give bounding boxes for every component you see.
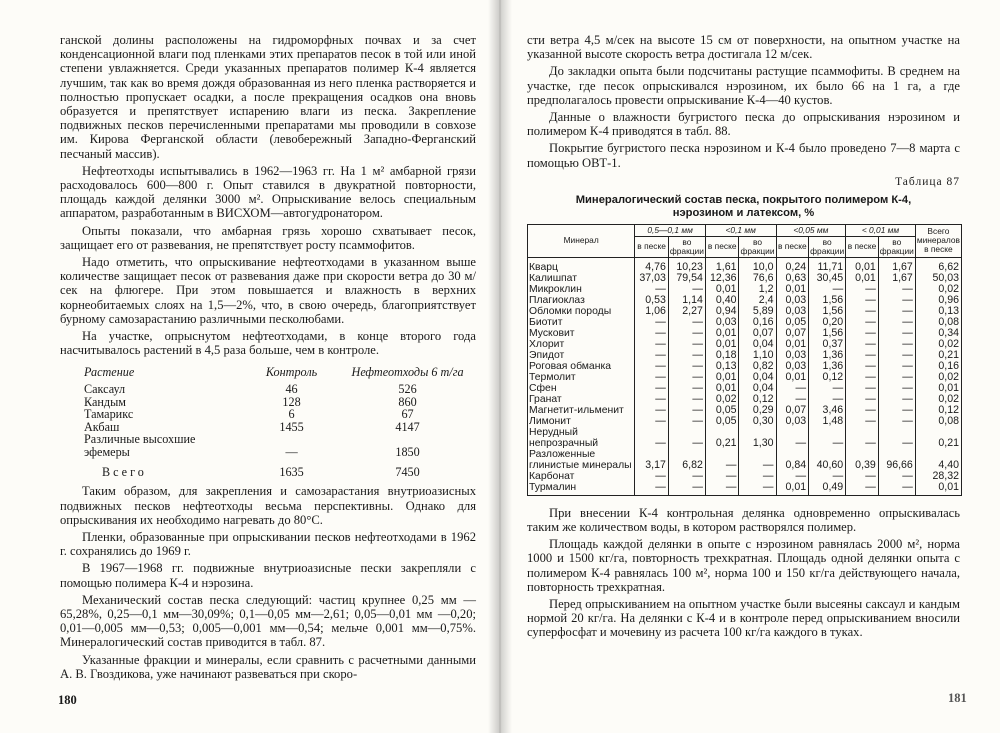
value-cell: 3,46	[809, 405, 846, 416]
value-cell: 860	[398, 394, 417, 409]
value-cell: —	[846, 361, 879, 372]
value-cell: —	[846, 394, 879, 405]
value-cell: 1,67	[878, 273, 915, 284]
column-header-total: Всего минералов в песке	[915, 224, 961, 257]
mineral-name-cell: Нерудный непрозрачный	[528, 427, 635, 449]
paragraph: Надо отметить, что опрыскивание нефтеотходами в указанном выше количестве защищает песок от развевания даже при скорости ветра до 30 м/сек на флюгере. При этом повышается и влажность в верхних корнеобитаемых слоях на 1,5—2%, что, в свою очередь, благоприятствует бурному самозарастанию различными песколюбами.	[60, 255, 476, 326]
mineral-name-cell: Гранат	[528, 394, 635, 405]
value-cell: —	[878, 405, 915, 416]
value-cell: 0,01	[915, 383, 961, 394]
table-row	[528, 257, 962, 273]
paragraph: Таким образом, для закрепления и самозарастания внутриоазисных подвижных песков нефтеотходы весьма перспективны. Однако для опрыскивания их необходимо нагревать до 80°С.	[60, 484, 476, 527]
plant-name-cell: Тамарикс	[84, 407, 134, 422]
value-cell: 0,05	[776, 317, 809, 328]
value-cell: 0,01	[705, 383, 739, 394]
value-cell: —	[878, 328, 915, 339]
value-cell: 6	[288, 407, 295, 422]
plant-name-cell: Различные высохшие эфемеры	[84, 432, 196, 459]
value-cell: 0,04	[739, 339, 776, 350]
paragraph: В 1967—1968 гг. подвижные внутриоазисные пески закрепляли с помощью полимера К-4 и нэрозина.	[60, 561, 476, 590]
mineral-name-cell: Обломки породы	[528, 306, 635, 317]
value-cell: —	[739, 482, 776, 496]
value-cell: 1,56	[809, 295, 846, 306]
value-cell: —	[668, 339, 705, 350]
value-cell: 0,01	[776, 372, 809, 383]
value-cell: 1,48	[809, 416, 846, 427]
paragraph: При внесении К-4 контрольная делянка одновременно опрыскивалась таким же количеством воды, в котором растворялся полимер.	[527, 505, 960, 535]
value-cell: —	[668, 482, 705, 496]
value-cell: —	[878, 295, 915, 306]
value-cell: —	[776, 394, 809, 405]
mineral-composition-table	[527, 224, 962, 496]
value-cell: —	[776, 471, 809, 482]
value-cell: —	[809, 427, 846, 449]
value-cell: 0,96	[915, 295, 961, 306]
value-cell: —	[635, 350, 669, 361]
value-cell: 0,34	[915, 328, 961, 339]
value-cell: —	[635, 328, 669, 339]
value-cell: —	[846, 427, 879, 449]
value-cell: —	[635, 372, 669, 383]
value-cell: —	[878, 350, 915, 361]
table-row	[528, 306, 962, 317]
subheader-in-sand: в песке	[846, 236, 879, 257]
paragraph: На участке, опрыснутом нефтеотходами, в конце второго года насчитывалось растений в 4,5 раза больше, чем в контроле.	[60, 329, 476, 358]
subheader-in-fraction: во фракции	[810, 236, 845, 256]
value-cell: 46	[285, 382, 298, 397]
value-cell: —	[635, 317, 669, 328]
paragraph: Нефтеотходы испытывались в 1962—1963 гг. На 1 м² амбарной грязи расходовалось 600—800 г. Опыт ставился в двукратной повторности, площадь каждой делянки 3000 м². Опрыскивание велось специальным аппаратом, разработанным в ВИСХОМ—автогудронатором.	[60, 163, 476, 221]
value-cell: 0,21	[915, 427, 961, 449]
value-cell: —	[846, 284, 879, 295]
value-cell: —	[878, 471, 915, 482]
value-cell: —	[668, 350, 705, 361]
value-cell: —	[878, 372, 915, 383]
value-cell: 0,49	[809, 482, 846, 496]
value-cell: 4147	[395, 419, 420, 434]
value-cell: 4,76	[635, 257, 669, 273]
value-cell: —	[668, 328, 705, 339]
value-cell: 0,02	[915, 284, 961, 295]
value-cell: —	[635, 383, 669, 394]
mineral-name-cell: Кварц	[528, 257, 635, 273]
table-caption-line: Минералогический состав песка, покрытого полимером К-4,	[575, 193, 912, 206]
value-cell: —	[705, 471, 739, 482]
value-cell: —	[846, 295, 879, 306]
value-cell: —	[668, 383, 705, 394]
value-cell: 6,62	[915, 257, 961, 273]
value-cell: —	[846, 350, 879, 361]
value-cell: —	[878, 284, 915, 295]
plant-name-cell: Всего	[102, 464, 147, 479]
value-cell: 2,4	[739, 295, 776, 306]
value-cell: —	[635, 284, 669, 295]
plant-name-cell: Саксаул	[84, 382, 126, 397]
table-row	[528, 482, 962, 496]
value-cell: 0,16	[739, 317, 776, 328]
value-cell: 96,66	[878, 449, 915, 471]
value-cell: 1455	[279, 419, 304, 434]
table-row	[528, 405, 962, 416]
table-row	[84, 458, 476, 478]
value-cell: —	[635, 427, 669, 449]
value-cell: —	[668, 405, 705, 416]
page-number: 181	[948, 691, 967, 705]
value-cell: 0,01	[705, 339, 739, 350]
value-cell: —	[878, 361, 915, 372]
value-cell: 1,30	[739, 427, 776, 449]
value-cell: 128	[282, 394, 301, 409]
table-row	[528, 328, 962, 339]
table-row	[528, 339, 962, 350]
paragraph: Механический состав песка следующий: частиц крупнее 0,25 мм —65,28%, 0,25—0,1 мм—30,09%; 0,1—0,05 мм—2,61; 0,05—0,01 мм —0,20; 0,01—0,005 мм—0,53; 0,005—0,001 мм—0,54; мельче 0,001 мм—0,75%. Минералогический состав приводится в табл. 87.	[60, 592, 476, 650]
column-header-fraction: <0,1 мм	[705, 224, 776, 236]
value-cell: —	[809, 394, 846, 405]
mineral-name-cell: Хлорит	[528, 339, 635, 350]
column-header: Контроль	[265, 365, 318, 380]
mineral-name-cell: Турмалин	[528, 482, 635, 496]
value-cell: —	[668, 361, 705, 372]
value-cell: —	[635, 339, 669, 350]
value-cell: —	[809, 471, 846, 482]
value-cell: 0,01	[776, 482, 809, 496]
paragraph: Пленки, образованные при опрыскивании песков нефтеотходами в 1962 г. сохранялись до 1969 г.	[60, 529, 476, 559]
value-cell: 0,02	[915, 372, 961, 383]
value-cell: —	[878, 306, 915, 317]
column-header: Растение	[84, 365, 135, 380]
value-cell: 0,63	[776, 273, 809, 284]
value-cell: 7450	[395, 464, 420, 479]
mineral-name-cell: Разложенные глинистые минералы	[528, 449, 635, 471]
value-cell: —	[668, 394, 705, 405]
value-cell: 0,39	[846, 449, 879, 471]
paragraph: сти ветра 4,5 м/сек на высоте 15 см от поверхности, на опытном участке на указанной высоте скорость ветра достигала 12 м/сек.	[527, 33, 960, 62]
value-cell: 0,07	[739, 328, 776, 339]
mineral-name-cell: Калишпат	[528, 273, 635, 284]
value-cell: 0,01	[846, 273, 879, 284]
value-cell: —	[878, 482, 915, 496]
value-cell: 0,94	[705, 306, 739, 317]
mineral-name-cell: Микроклин	[528, 284, 635, 295]
value-cell: —	[635, 394, 669, 405]
subheader-in-fraction: во фракции	[740, 236, 775, 256]
value-cell: 3,17	[635, 449, 669, 471]
value-cell: 0,16	[915, 361, 961, 372]
value-cell: —	[635, 405, 669, 416]
column-header-mineral: Минерал	[528, 224, 635, 257]
value-cell: —	[668, 372, 705, 383]
value-cell: 1,67	[878, 257, 915, 273]
value-cell: 0,01	[776, 284, 809, 295]
subheader-in-sand: в песке	[635, 236, 669, 257]
value-cell: —	[668, 284, 705, 295]
mineral-name-cell: Плагиоклаз	[528, 295, 635, 306]
mineral-name-cell: Карбонат	[528, 471, 635, 482]
subheader-in-sand: в песке	[705, 236, 739, 257]
value-cell: 1,56	[809, 306, 846, 317]
value-cell: —	[846, 471, 879, 482]
column-header-fraction: <0,05 мм	[776, 224, 846, 236]
value-cell: —	[846, 405, 879, 416]
value-cell: —	[776, 383, 809, 394]
value-cell: 0,03	[776, 306, 809, 317]
subheader-in-fraction: во фракции	[669, 236, 704, 256]
value-cell: —	[776, 427, 809, 449]
value-cell: 0,12	[809, 372, 846, 383]
value-cell: —	[739, 471, 776, 482]
paragraph: ганской долины расположены на гидроморфных почвах и за счет конденсационной влаги под пленками этих препаратов песок в той или иной степени увлажняется. Среди указанных препаратов полимер К-4 является лучшим, так как во время дождя образованная из него пленка растворяется и полностью пропускает осадки, а после прекращения осадков она вновь образуется и препятствует испарению влаги из песка. Закрепление подвижных песков перечисленными препаратами мы проводили в совхозе им. Кирова Ферганской области (левобережный Западно-Ферганский песчаный массив).	[60, 33, 476, 161]
value-cell: 1,56	[809, 328, 846, 339]
value-cell: —	[285, 444, 298, 459]
value-cell: 37,03	[635, 273, 669, 284]
value-cell: 0,13	[705, 361, 739, 372]
plant-count-table	[84, 365, 476, 478]
value-cell: 0,53	[635, 295, 669, 306]
value-cell: —	[809, 284, 846, 295]
plant-name-cell: Кандым	[84, 394, 127, 409]
value-cell: 10,0	[739, 257, 776, 273]
value-cell: —	[878, 394, 915, 405]
value-cell: —	[846, 383, 879, 394]
value-cell: 67	[401, 407, 414, 422]
value-cell: 0,40	[705, 295, 739, 306]
value-cell: 2,27	[668, 306, 705, 317]
value-cell: 4,40	[915, 449, 961, 471]
value-cell: —	[846, 328, 879, 339]
value-cell: 30,45	[809, 273, 846, 284]
table-row	[528, 361, 962, 372]
value-cell: 0,29	[739, 405, 776, 416]
table-label: Таблица 87	[895, 175, 960, 188]
value-cell: —	[635, 416, 669, 427]
value-cell: 1,61	[705, 257, 739, 273]
value-cell: 0,04	[739, 372, 776, 383]
mineral-name-cell: Термолит	[528, 372, 635, 383]
value-cell: 0,01	[705, 372, 739, 383]
paragraph: Площадь каждой делянки в опыте с нэрозином равнялась 2000 м², норма 1000 и 1500 кг/га, повторность трехкратная. Площадь одной делянки опыта с полимером К-4 равнялась 100 м², норма 100 и 150 кг/га действующего начала, повторность трехкратная.	[527, 537, 960, 594]
value-cell: 0,24	[776, 257, 809, 273]
table-row	[84, 408, 476, 420]
value-cell: 6,82	[668, 449, 705, 471]
value-cell: 0,21	[705, 427, 739, 449]
table-row	[84, 396, 476, 408]
mineral-name-cell: Мусковит	[528, 328, 635, 339]
table-row	[528, 317, 962, 328]
value-cell: —	[635, 471, 669, 482]
value-cell: —	[878, 383, 915, 394]
value-cell: 0,03	[705, 317, 739, 328]
value-cell: 11,71	[809, 257, 846, 273]
mineral-name-cell: Биотит	[528, 317, 635, 328]
value-cell: —	[668, 427, 705, 449]
value-cell: 0,01	[776, 339, 809, 350]
value-cell: 526	[398, 382, 417, 397]
value-cell: 0,07	[776, 328, 809, 339]
value-cell: —	[809, 383, 846, 394]
table-row	[528, 273, 962, 284]
value-cell: 0,01	[915, 482, 961, 496]
table-caption-line: нэрозином и латексом, %	[672, 206, 815, 219]
value-cell: 0,02	[915, 394, 961, 405]
value-cell: 0,03	[776, 295, 809, 306]
value-cell: 0,01	[705, 284, 739, 295]
paragraph: Данные о влажности бугристого песка до опрыскивания нэрозином и полимером К-4 приводятся в табл. 88.	[527, 110, 960, 139]
value-cell: 40,60	[809, 449, 846, 471]
value-cell: 0,01	[846, 257, 879, 273]
value-cell: —	[635, 482, 669, 496]
value-cell: 0,02	[705, 394, 739, 405]
value-cell: 1,36	[809, 361, 846, 372]
value-cell: —	[878, 427, 915, 449]
value-cell: 0,82	[739, 361, 776, 372]
value-cell: —	[668, 317, 705, 328]
value-cell: —	[705, 449, 739, 471]
value-cell: 1,10	[739, 350, 776, 361]
value-cell: 0,04	[739, 383, 776, 394]
table-row	[528, 350, 962, 361]
paragraph: Указанные фракции и минералы, если сравнить с расчетными данными А. В. Гвоздикова, уже начинают развеваться при скоро-	[60, 652, 476, 681]
value-cell: 0,03	[776, 361, 809, 372]
column-header: Нефтеотходы 6 т/га	[351, 365, 464, 380]
table-row	[528, 416, 962, 427]
value-cell: 0,21	[915, 350, 961, 361]
value-cell: —	[635, 361, 669, 372]
mineral-name-cell: Эпидот	[528, 350, 635, 361]
page-number: 180	[58, 693, 77, 707]
value-cell: 0,12	[739, 394, 776, 405]
subheader-in-fraction: во фракции	[879, 236, 914, 256]
value-cell: 0,08	[915, 317, 961, 328]
column-header-fraction: < 0,01 мм	[846, 224, 916, 236]
table-caption	[527, 194, 960, 220]
value-cell: —	[878, 317, 915, 328]
value-cell: 0,05	[705, 416, 739, 427]
table-row	[84, 433, 476, 458]
value-cell: 0,12	[915, 405, 961, 416]
value-cell: 0,05	[705, 405, 739, 416]
value-cell: —	[846, 306, 879, 317]
value-cell: 1635	[279, 464, 304, 479]
column-header-fraction: 0,5—0,1 мм	[635, 224, 706, 236]
value-cell: 76,6	[739, 273, 776, 284]
value-cell: 0,07	[776, 405, 809, 416]
table-row	[528, 295, 962, 306]
value-cell: —	[846, 317, 879, 328]
paragraph: До закладки опыта были подсчитаны растущие псаммофиты. В среднем на участке, где песок опрыскивался нэрозином, их было 66 на 1 га, а где предполагалось провести опрыскивание К-4—40 кустов.	[527, 64, 960, 107]
table-row	[528, 471, 962, 482]
value-cell: 0,02	[915, 339, 961, 350]
table-row	[528, 394, 962, 405]
value-cell: 0,30	[739, 416, 776, 427]
value-cell: —	[846, 482, 879, 496]
value-cell: 1,06	[635, 306, 669, 317]
table-row	[528, 449, 962, 471]
paragraph: Покрытие бугристого песка нэрозином и К-4 было проведено 7—8 марта с помощью ОВТ-1.	[527, 141, 960, 170]
mineral-name-cell: Магнетит-ильменит	[528, 405, 635, 416]
paragraph: Перед опрыскиванием на опытном участке были высеяны саксаул и кандым нормой 20 кг/га. На делянки с К-4 и в контроле перед опрыскиванием вносили суперфосфат и мочевину из расчета 100 кг/га каждого в туках.	[527, 597, 960, 640]
value-cell: —	[846, 416, 879, 427]
value-cell: —	[739, 449, 776, 471]
table-row	[528, 284, 962, 295]
value-cell: 79,54	[668, 273, 705, 284]
value-cell: 1850	[395, 444, 420, 459]
value-cell: —	[668, 471, 705, 482]
value-cell: —	[878, 339, 915, 350]
right-page	[500, 0, 1000, 733]
table-row	[528, 427, 962, 449]
value-cell: 5,89	[739, 306, 776, 317]
value-cell: —	[668, 416, 705, 427]
value-cell: 0,37	[809, 339, 846, 350]
value-cell: —	[878, 416, 915, 427]
plant-name-cell: Акбаш	[84, 419, 120, 434]
value-cell: —	[705, 482, 739, 496]
value-cell: 28,32	[915, 471, 961, 482]
value-cell: 1,36	[809, 350, 846, 361]
table-row	[84, 383, 476, 395]
value-cell: 12,36	[705, 273, 739, 284]
mineral-name-cell: Лимонит	[528, 416, 635, 427]
value-cell: 0,08	[915, 416, 961, 427]
value-cell: —	[846, 372, 879, 383]
value-cell: 10,23	[668, 257, 705, 273]
subheader-in-sand: в песке	[776, 236, 809, 257]
table-row	[528, 383, 962, 394]
value-cell: 1,14	[668, 295, 705, 306]
paragraph: Опыты показали, что амбарная грязь хорошо схватывает песок, защищает его от развевания, не препятствует росту псаммофитов.	[60, 223, 476, 252]
value-cell: 0,18	[705, 350, 739, 361]
table-row	[528, 372, 962, 383]
value-cell: 0,03	[776, 350, 809, 361]
value-cell: 0,84	[776, 449, 809, 471]
mineral-name-cell: Роговая обманка	[528, 361, 635, 372]
value-cell: 0,13	[915, 306, 961, 317]
value-cell: 0,01	[705, 328, 739, 339]
value-cell: 50,03	[915, 273, 961, 284]
value-cell: 0,20	[809, 317, 846, 328]
value-cell: 1,2	[739, 284, 776, 295]
value-cell: 0,03	[776, 416, 809, 427]
value-cell: —	[846, 339, 879, 350]
mineral-name-cell: Сфен	[528, 383, 635, 394]
